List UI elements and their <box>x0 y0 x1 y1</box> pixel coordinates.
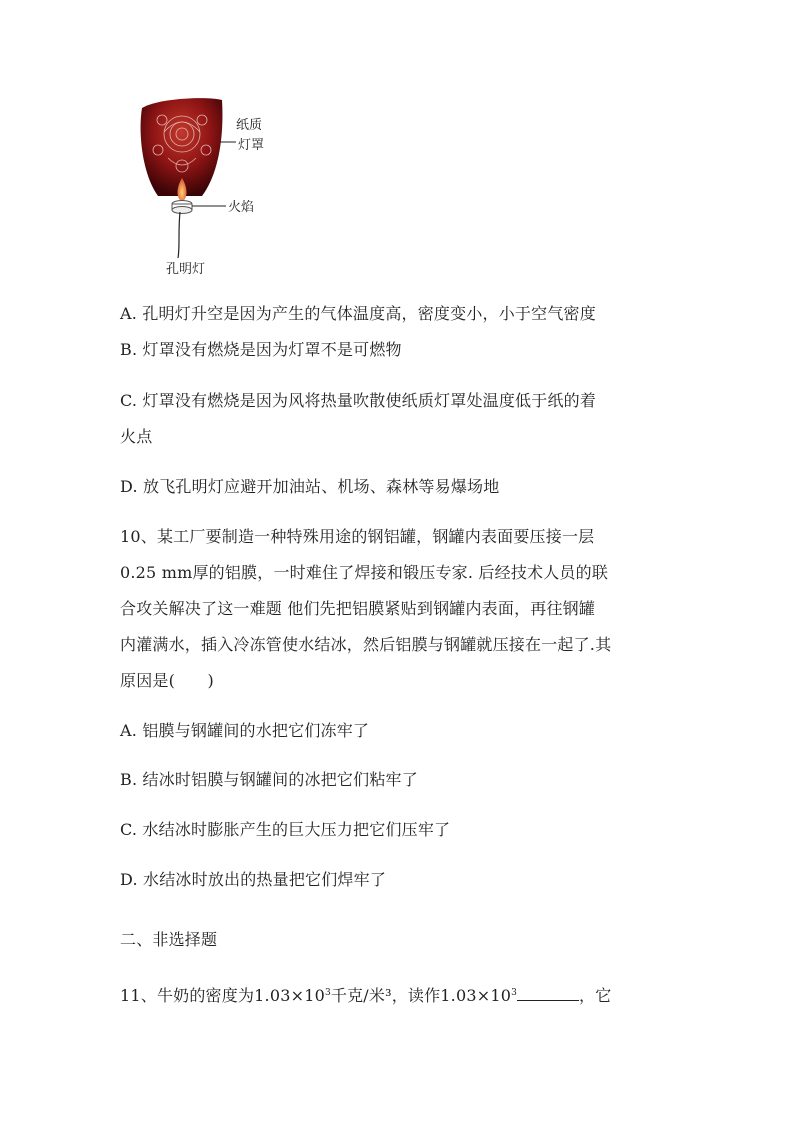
q9-option-a: A. 孔明灯升空是因为产生的气体温度高，密度变小，小于空气密度 <box>120 304 596 323</box>
q9-option-b: B. 灯罩没有燃烧是因为灯罩不是可燃物 <box>120 340 402 359</box>
q10-stem-line4: 内灌满水，插入冷冻管使水结冰，然后铝膜与钢罐就压接在一起了.其 <box>120 635 612 654</box>
q10-option-d: D. 水结冰时放出的热量把它们焊牢了 <box>120 870 387 889</box>
sky-lantern-image <box>128 92 288 282</box>
q10-option-c: C. 水结冰时膨胀产生的巨大压力把它们压牢了 <box>120 820 451 839</box>
label-paper: 纸质 <box>236 118 263 133</box>
q10-stem-line3: 合攻关解决了这一难题 他们先把铝膜紧贴到钢罐内表面，再往钢罐 <box>120 599 596 618</box>
q11-stem <box>120 984 611 1008</box>
q10-option-b: B. 结冰时铝膜与钢罐间的冰把它们粘牢了 <box>120 770 418 789</box>
q9-option-c-line2: 火点 <box>120 427 153 446</box>
q10-stem-line2: 0.25 mm厚的铝膜，一时难住了焊接和锻压专家. 后经技术人员的联 <box>120 563 609 582</box>
sky-lantern-figure <box>128 92 288 282</box>
section-heading: 二、非选择题 <box>120 930 218 949</box>
q10-option-a: A. 铝膜与钢罐间的水把它们冻牢了 <box>120 721 370 740</box>
q9-option-d: D. 放飞孔明灯应避开加油站、机场、森林等易爆场地 <box>120 477 500 496</box>
label-shade: 灯罩 <box>238 138 265 153</box>
q11-exp2: 3 <box>511 988 518 998</box>
q10-stem-line1: 10、某工厂要制造一种特殊用途的钢铝罐，钢罐内表面要压接一层 <box>120 527 595 546</box>
q11-part3: ，它 <box>579 986 612 1005</box>
figure-caption: 孔明灯 <box>166 262 206 277</box>
label-flame: 火焰 <box>228 200 255 215</box>
q11-exp1: 3 <box>324 988 331 998</box>
q11-part2: 千克/米³，读作1.03×10 <box>330 986 512 1005</box>
q11-part1: 11、牛奶的密度为1.03×10 <box>120 986 325 1005</box>
q9-option-c-line1: C. 灯罩没有燃烧是因为风将热量吹散使纸质灯罩处温度低于纸的着 <box>120 391 597 410</box>
q10-stem-line5: 原因是( ) <box>120 671 214 690</box>
q11-answer-blank[interactable] <box>517 984 579 1001</box>
